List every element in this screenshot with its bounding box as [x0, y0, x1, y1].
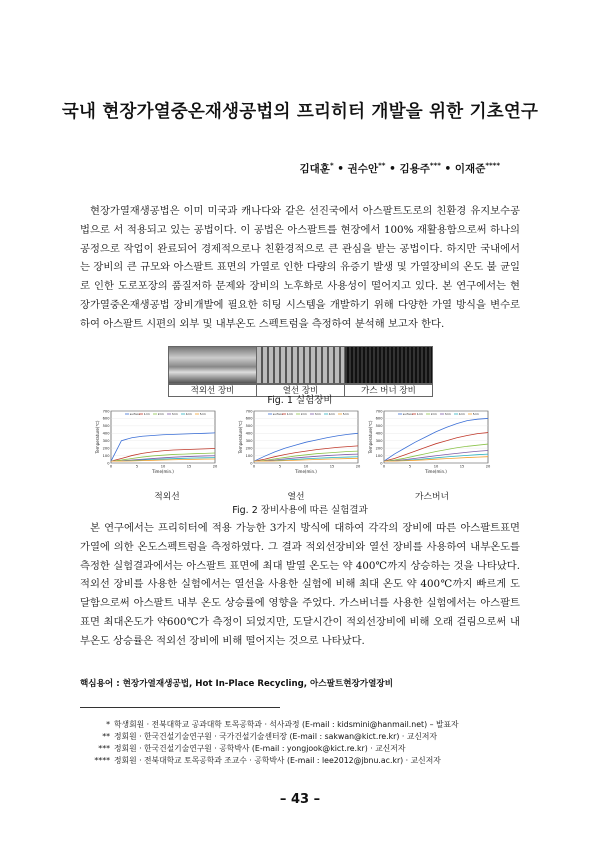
y-tick-label: 100 — [245, 453, 253, 458]
chart-label: 열선 — [287, 492, 305, 502]
abstract-paragraph-2 — [80, 519, 520, 651]
y-tick-label: 0 — [250, 461, 253, 466]
author-separator: • — [440, 163, 455, 175]
y-tick-label: 200 — [375, 446, 383, 451]
heating-wire-equipment-photo — [256, 346, 345, 384]
author-list — [300, 161, 500, 176]
legend-label: 2cm — [430, 412, 437, 416]
chart-svg — [238, 405, 362, 479]
x-tick-label: 20 — [212, 464, 218, 469]
footnote-mark: ** — [102, 732, 110, 741]
figure1-label: 열선 장비 — [256, 384, 345, 397]
y-tick-label: 500 — [375, 424, 383, 429]
y-tick-label: 400 — [245, 431, 253, 436]
legend-label: 5cm — [342, 412, 349, 416]
legend-label: 3cm — [314, 412, 321, 416]
y-tick-label: 200 — [102, 446, 110, 451]
x-tick-label: 5 — [408, 464, 412, 469]
y-axis-label: Temperature(℃) — [238, 420, 243, 454]
footnote-text: 정회원 · 한국건설기술연구원 · 공학박사 (E-mail : yongjook@kict.re.kr) · 교신저자 — [114, 744, 406, 753]
infrared-equipment-photo — [168, 346, 257, 384]
figure1-label: 적외선 장비 — [168, 384, 257, 397]
footnote-text: 학생회원 · 전북대학교 공과대학 토목공학과 · 석사과정 (E-mail : kidsmini@hanmail.net) – 발표자 — [114, 720, 459, 729]
keywords: 핵심용어 : 현장가열재생공법, Hot In-Place Recycling, 아스팔트현장가열장비 — [80, 679, 394, 689]
x-tick-label: 10 — [303, 464, 309, 469]
x-axis-label: Time(min.) — [425, 469, 447, 474]
page-number: – 43 – — [279, 792, 321, 807]
figure2-caption: Fig. 2 장비사용에 따른 실험결과 — [232, 505, 368, 516]
y-tick-label: 100 — [102, 453, 110, 458]
y-tick-label: 600 — [375, 416, 383, 421]
legend-label: 2cm — [300, 412, 307, 416]
footnote-mark: *** — [98, 744, 110, 753]
legend-label: 5cm — [199, 412, 206, 416]
author-name: 김용주 — [399, 163, 430, 175]
x-tick-label: 0 — [252, 464, 256, 469]
x-axis-label: Time(min.) — [295, 469, 317, 474]
footnote-rule — [80, 707, 280, 708]
y-tick-label: 600 — [102, 416, 110, 421]
y-tick-label: 700 — [102, 409, 110, 414]
y-tick-label: 300 — [245, 439, 253, 444]
paper-title: 국내 현장가열중온재생공법의 프리히터 개발을 위한 기초연구 — [61, 102, 539, 122]
author-mark: ** — [378, 161, 386, 170]
chart-gas-burner — [368, 405, 492, 479]
y-tick-label: 200 — [245, 446, 253, 451]
y-tick-label: 700 — [245, 409, 253, 414]
footnote — [80, 755, 540, 766]
x-tick-label: 10 — [433, 464, 439, 469]
y-axis-label: Temperature(℃) — [95, 420, 100, 454]
y-tick-label: 700 — [375, 409, 383, 414]
x-tick-label: 5 — [135, 464, 139, 469]
author-mark: *** — [429, 161, 441, 170]
y-tick-label: 600 — [245, 416, 253, 421]
footnote-mark: **** — [94, 756, 110, 765]
author-name: 이재준 — [454, 163, 486, 175]
chart-label: 적외선 — [154, 492, 180, 502]
x-tick-label: 15 — [186, 464, 192, 469]
x-tick-label: 15 — [329, 464, 335, 469]
gas-burner-equipment-photo — [344, 346, 433, 384]
legend-label: surface — [272, 412, 284, 416]
chart-infrared — [95, 405, 219, 479]
y-tick-label: 0 — [107, 461, 110, 466]
author-name: 김대훈 — [299, 163, 330, 175]
legend-label: 4cm — [185, 412, 192, 416]
legend-label: 3cm — [171, 412, 178, 416]
x-tick-label: 0 — [382, 464, 386, 469]
x-tick-label: 20 — [485, 464, 491, 469]
y-axis-label: Temperature(℃) — [368, 420, 373, 454]
x-tick-label: 15 — [459, 464, 465, 469]
footnote — [80, 719, 540, 730]
footnote-mark: * — [106, 720, 110, 729]
legend-label: 4cm — [458, 412, 465, 416]
paragraph-text: 현장가열재생공법은 이미 미국과 캐나다와 같은 선진국에서 아스팔트도로의 친환경 유지보수공법으로 서 적용되고 있는 공법이다. 이 공법은 아스팔트를 현장에서 100% 재활용함으로써 하나의 공정으로 작업이 완료되어 경제적으로나 친환경적으로 큰 관심을 받는 공법이다. 하지만 국내에서는 장비의 큰 규모와 아스팔트 표면의 가열로 인한 다량의 유증기 발생 및 가열장비의 온도 불 균일로 인한 도로포장의 품질저하 문제와 장비의 노후화로 사용성이 떨어지고 있다. 본 연구에서는 현장가열중온재생공법 장비개발에 필요한 히팅 시스템을 개발하기 위해 다양한 가열 방식을 변수로 하여 아스팔트 시편의 외부 및 내부온도 스펙트럼을 측정하여 분석해 보고자 한다. — [80, 205, 520, 330]
y-tick-label: 500 — [102, 424, 110, 429]
y-tick-label: 400 — [375, 431, 383, 436]
abstract-paragraph-1 — [80, 202, 520, 334]
chart-label: 가스버너 — [415, 492, 449, 502]
y-tick-label: 300 — [102, 439, 110, 444]
legend-label: 2cm — [157, 412, 164, 416]
x-tick-label: 5 — [278, 464, 282, 469]
legend-label: 3cm — [444, 412, 451, 416]
footnote — [80, 743, 540, 754]
legend-label: surface — [129, 412, 141, 416]
footnote — [80, 731, 540, 742]
y-tick-label: 0 — [380, 461, 383, 466]
y-tick-label: 400 — [102, 431, 110, 436]
legend-label: 1cm — [143, 412, 150, 416]
y-tick-label: 300 — [375, 439, 383, 444]
footnote-text: 정회원 · 전북대학교 토목공학과 조교수 · 공학박사 (E-mail : lee2012@jbnu.ac.kr) · 교신저자 — [114, 756, 441, 765]
author-name: 권수안 — [347, 163, 379, 175]
chart-svg — [95, 405, 219, 479]
paragraph-text: 본 연구에서는 프리히터에 적용 가능한 3가지 방식에 대하여 각각의 장비에 따른 아스팔트표면 가열에 의한 온도스펙트럼을 측정하였다. 그 결과 적외선장비와 열선 장비를 사용하여 내부온도를 측정한 실험결과에서는 아스팔트 표면에 최대 발열 온도는 약 400℃까지 상승하는 것을 나타났다. 적외선 장비를 사용한 실험에서는 열선을 사용한 실험에 비해 최대 온도 약 400℃까지 빠르게 도달함으로써 아스팔트 내부 온도 상승률에 영향을 주었다. 가스버너를 사용한 실험에서는 아스팔트표면 최대온도가 약600℃가 측정이 되었지만, 도달시간이 적외선장비에 비해 오래 걸림으로써 내부온도 상승률은 적외선 장비에 비해 떨어지는 것으로 나타났다. — [80, 522, 520, 647]
x-tick-label: 20 — [355, 464, 361, 469]
chart-heating-wire — [238, 405, 362, 479]
x-tick-label: 0 — [109, 464, 113, 469]
figure1-label: 가스 버너 장비 — [344, 384, 433, 397]
author-separator: • — [333, 163, 348, 175]
y-tick-label: 500 — [245, 424, 253, 429]
author-mark: * — [329, 161, 334, 170]
legend-label: surface — [402, 412, 414, 416]
figure1-caption: Fig. 1 실험장비 — [267, 395, 333, 406]
legend-label: 5cm — [472, 412, 479, 416]
legend-label: 4cm — [328, 412, 335, 416]
x-axis-label: Time(min.) — [152, 469, 174, 474]
footnote-text: 정회원 · 한국건설기술연구원 · 국가건설기술센터장 (E-mail : sakwan@kict.re.kr) · 교신저자 — [114, 732, 437, 741]
author-mark: **** — [485, 161, 500, 170]
legend-label: 1cm — [416, 412, 423, 416]
figure1-photos — [168, 346, 432, 384]
y-tick-label: 100 — [375, 453, 383, 458]
x-tick-label: 10 — [160, 464, 166, 469]
chart-svg — [368, 405, 492, 479]
legend-label: 1cm — [286, 412, 293, 416]
author-separator: • — [385, 163, 400, 175]
